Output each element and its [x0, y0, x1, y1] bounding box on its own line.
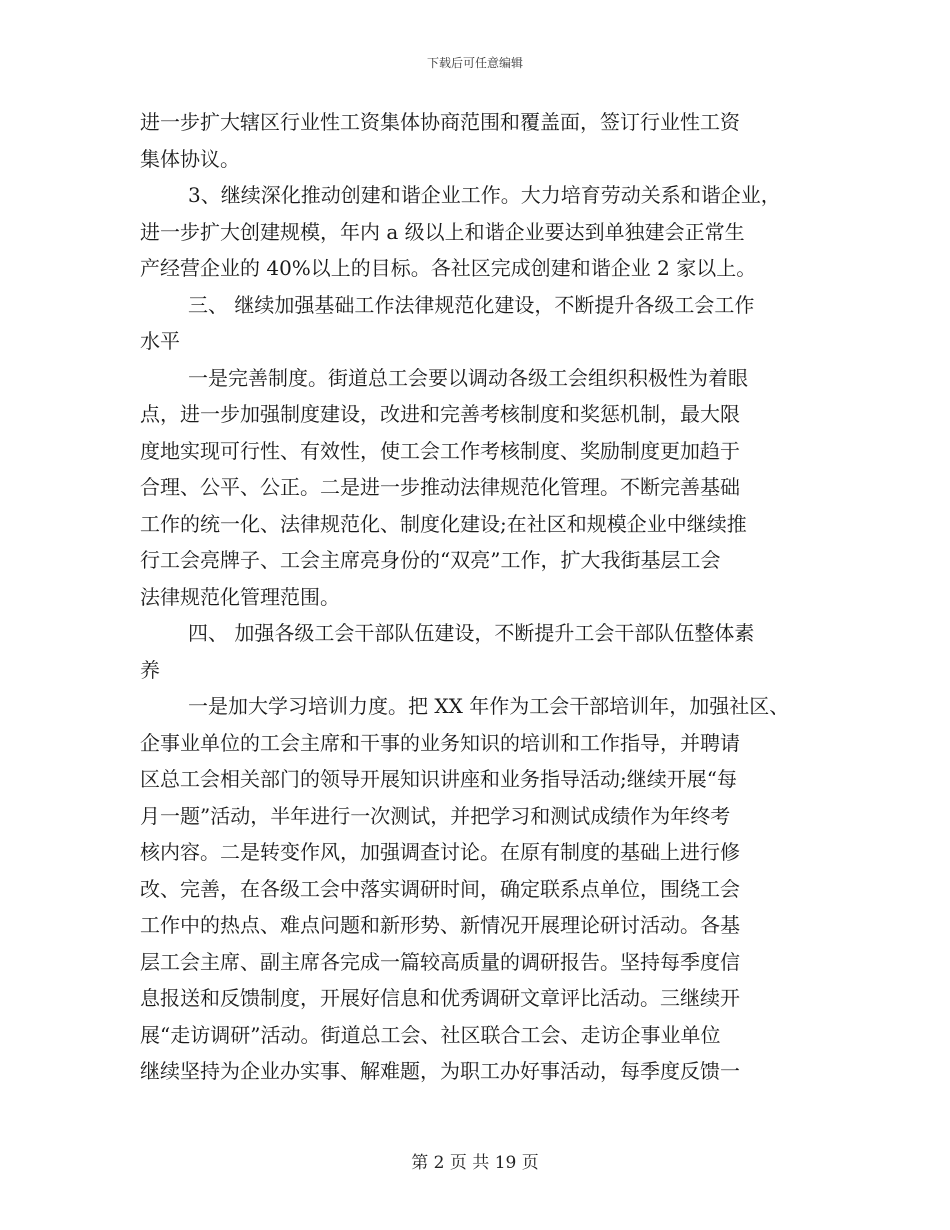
page-number: 第 2 页 共 19 页: [411, 1153, 539, 1173]
text-line: 一是加大学习培训力度。把 XX 年作为工会干部培训年，加强社区、: [188, 694, 790, 718]
text-line: 点，进一步加强制度建设，改进和完善考核制度和奖惩机制，最大限: [140, 402, 740, 426]
text-line: 行工会亮牌子、工会主席亮身份的“双亮”工作，扩大我街基层工会: [140, 548, 721, 572]
text-line: 继续坚持为企业办实事、解难题，为职工办好事活动，每季度反馈一: [140, 1059, 740, 1083]
text-line: 改、完善，在各级工会中落实调研时间，确定联系点单位，围绕工会: [140, 876, 740, 901]
text-line: 企事业单位的工会主席和干事的业务知识的培训和工作指导，并聘请: [140, 730, 740, 755]
document-body: [140, 104, 812, 1090]
text-line: 层工会主席、副主席各完成一篇较高质量的调研报告。坚持每季度信: [140, 949, 740, 974]
text-line: 工作的统一化、法律规范化、制度化建设;在社区和规模企业中继续推: [140, 511, 747, 536]
text-line: 度地实现可行性、有效性，使工会工作考核制度、奖励制度更加趋于: [140, 438, 740, 463]
page-header: 下载后可任意编辑: [426, 56, 523, 70]
text-line: 息报送和反馈制度，开展好信息和优秀调研文章评比活动。三继续开: [140, 986, 740, 1010]
section-heading-cont: 养: [140, 657, 160, 682]
text-line: 产经营企业的 40%以上的目标。各社区完成创建和谐企业 2 家以上。: [140, 256, 757, 280]
text-line: 法律规范化管理范围。: [140, 584, 340, 609]
text-line: 工作中的热点、难点问题和新形势、新情况开展理论研讨活动。各基: [140, 913, 740, 937]
text-line: 集体协议。: [140, 146, 240, 171]
text-line: 进一步扩大创建规模，年内 a 级以上和谐企业要达到单独建会正常生: [140, 219, 745, 244]
section-heading-cont: 水平: [140, 329, 180, 353]
text-line: 进一步扩大辖区行业性工资集体协商范围和覆盖面，签订行业性工资: [140, 110, 740, 134]
text-line: 核内容。二是转变作风，加强调查讨论。在原有制度的基础上进行修: [140, 840, 740, 864]
section-heading: 三、 继续加强基础工作法律规范化建设，不断提升各级工会工作: [188, 292, 755, 317]
section-heading: 四、 加强各级工会干部队伍建设，不断提升工会干部队伍整体素: [188, 621, 755, 645]
text-line: 合理、公平、公正。二是进一步推动法律规范化管理。不断完善基础: [140, 475, 740, 499]
text-line: 展“走访调研”活动。街道总工会、社区联合工会、走访企事业单位: [140, 1022, 721, 1047]
text-line: 3、继续深化推动创建和谐企业工作。大力培育劳动关系和谐企业，: [188, 183, 781, 207]
text-line: 月一题”活动，半年进行一次测试，并把学习和测试成绩作为年终考: [140, 803, 731, 828]
text-line: 区总工会相关部门的领导开展知识讲座和业务指导活动;继续开展“每: [140, 767, 737, 791]
text-line: 一是完善制度。街道总工会要以调动各级工会组织积极性为着眼: [188, 365, 748, 390]
